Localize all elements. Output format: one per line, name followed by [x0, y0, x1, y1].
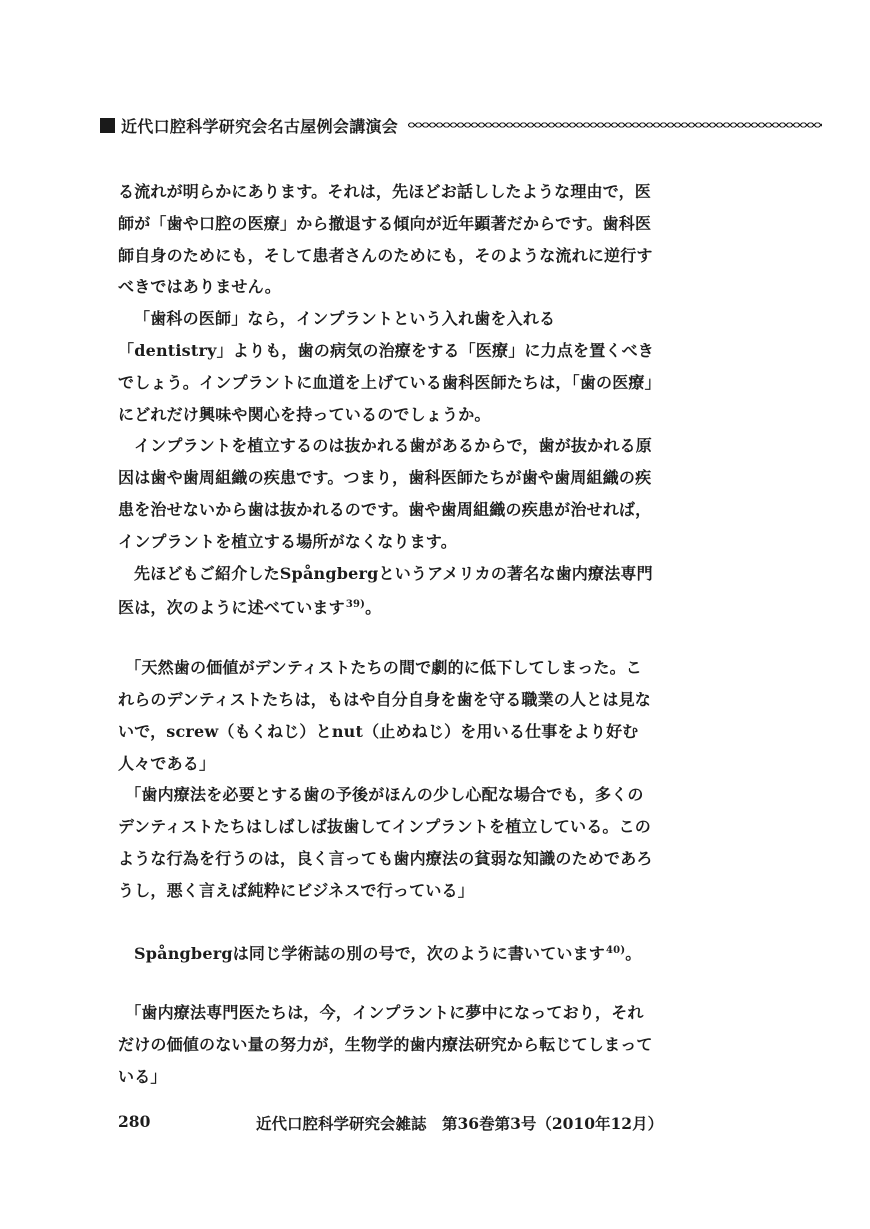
paragraph-text: Spångbergは同じ学術誌の別の号で，次のように書いています [134, 943, 605, 963]
sentence-period: 。 [365, 598, 382, 618]
body-text [118, 176, 658, 1093]
header-title: 近代口腔科学研究会名古屋例会講演会 [121, 116, 399, 136]
header-ornament-line [408, 119, 822, 131]
block-quote: 「歯内療法を必要とする歯の予後がほんの少し心配な場合でも，多くのデンティストたちはしばしば抜歯してインプラントを植立している。このような行為を行うのは，良く言っても歯内療法の貧弱な知識のためであろうし，悪く言えば純粋にビジネスで行っている」 [118, 785, 653, 900]
reference-superscript: 40) [606, 944, 626, 956]
paragraph: インプラントを植立するのは抜かれる歯があるからで，歯が抜かれる原因は歯や歯周組織の疾患です。つまり，歯科医師たちが歯や歯周組織の疾患を治せないから歯は抜かれるのです。歯や歯周組織の疾患が治せれば，インプラントを植立する場所がなくなります。 [118, 436, 652, 551]
spacer [118, 624, 658, 652]
paragraph-continuation: る流れが明らかにあります。それは，先ほどお話ししたような理由で，医師が「歯や口腔の医療」から撤退する傾向が近年顕著だからです。歯科医師自身のためにも，そして患者さんのためにも，そのような流れに逆行すべきではありません。 [118, 182, 653, 297]
block-quote: 「天然歯の価値がデンティストたちの間で劇的に低下してしまった。これらのデンティストたちは，もはや自分自身を歯を守る職業の人とは見ないで，screw（もくねじ）とnut（止めねじ）を用いる仕事をより好む人々である」 [118, 658, 652, 773]
journal-citation: 近代口腔科学研究会雑誌 第36巻第3号（2010年12月） [256, 1114, 664, 1133]
paragraph [118, 935, 658, 970]
paragraph: 「歯科の医師」なら，インプラントという入れ歯を入れる「dentistry」よりも，歯の病気の治療をする「医療」に力点を置くべきでしょう。インプラントに血道を上げている歯科医師たちは，「歯の医療」にどれだけ興味や関心を持っているのでしょうか。 [118, 309, 654, 424]
running-header [100, 112, 822, 138]
reference-superscript: 39) [345, 599, 366, 611]
paragraph-text: 先ほどもご紹介したSpångbergというアメリカの著名な歯内療法専門医は，次のように述べています [118, 563, 653, 618]
sentence-period: 。 [625, 943, 642, 963]
block-quote: 「歯内療法専門医たちは，今，インプラントに夢中になっており，それだけの価値のない量の努力が，生物学的歯内療法研究から転じてしまっている」 [118, 1003, 653, 1086]
spacer [118, 969, 658, 997]
page-footer [118, 1112, 664, 1136]
page-number: 280 [118, 1112, 151, 1131]
paragraph [118, 558, 658, 625]
spacer [118, 907, 658, 935]
black-square-icon [100, 118, 115, 133]
